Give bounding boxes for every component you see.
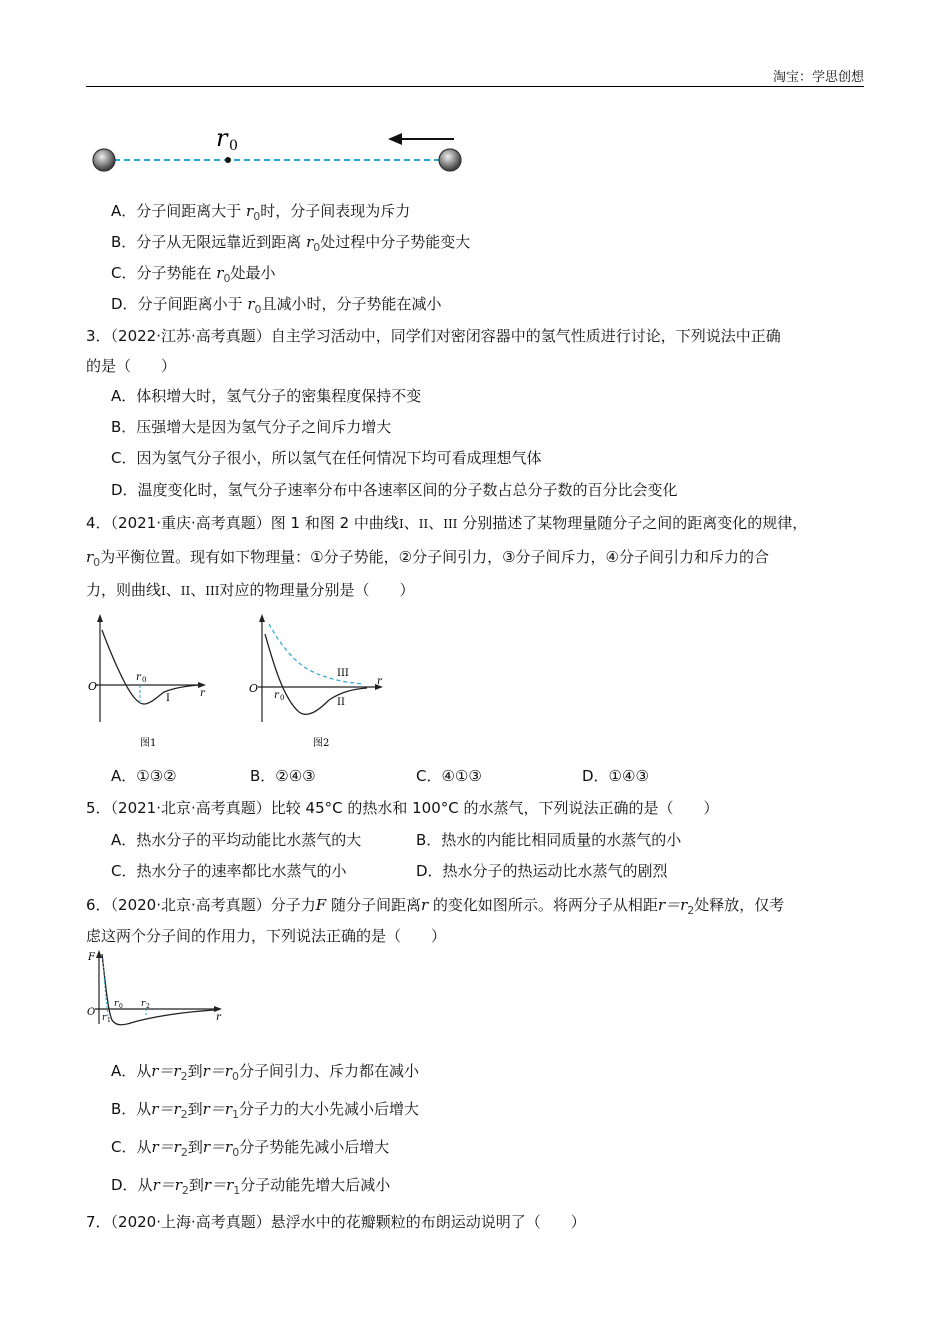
q3-stem-cont: 的是（ ） bbox=[86, 357, 177, 375]
q6-option-b[interactable]: B．从$r=r_2$到$r=r_1$分子力的大小先减小后增大 bbox=[111, 1100, 420, 1121]
q2-option-c[interactable]: C．分子势能在 $r_0$处最小 bbox=[111, 264, 276, 285]
svg-text:0: 0 bbox=[119, 1003, 123, 1010]
q4-figure-1 bbox=[88, 612, 218, 752]
svg-text:O: O bbox=[88, 680, 98, 693]
header-text: 淘宝：学思创想 bbox=[772, 70, 864, 85]
q3-option-d[interactable]: D．温度变化时，氢气分子速率分布中各速率区间的分子数占总分子数的百分比会变化 bbox=[111, 481, 678, 499]
arrow-left-icon bbox=[388, 133, 402, 145]
svg-text:II: II bbox=[337, 697, 345, 708]
molecule-right bbox=[439, 149, 461, 171]
q6-stem: 6．（2020·北京·高考真题）分子力F 随分子间距离r 的变化如图所示。将两分子从相距$r=r_2$处释放，仅考 bbox=[86, 896, 785, 917]
q6-stem-2: 虑这两个分子间的作用力，下列说法正确的是（ ） bbox=[86, 927, 447, 945]
q4-stem-3: 力，则曲线I、II、III对应的物理量分别是（ ） bbox=[86, 581, 415, 599]
q4-stem-2: $r_0$为平衡位置。现有如下物理量：①分子势能，②分子间引力，③分子间斥力，④分子间引力和斥力的合 bbox=[86, 548, 769, 569]
q4-option-c[interactable]: C．④①③ bbox=[416, 767, 482, 785]
q5-stem: 5．（2021·北京·高考真题）比较 45°C 的热水和 100°C 的水蒸气，下列说法正确的是（ ） bbox=[86, 799, 719, 817]
q3-stem: 3．（2022·江苏·高考真题）自主学习活动中，同学们对密闭容器中的氢气性质进行讨论，下列说法中正确 bbox=[86, 327, 781, 345]
svg-text:III: III bbox=[337, 668, 349, 679]
figure-two-molecules bbox=[88, 122, 468, 182]
q3-option-a[interactable]: A．体积增大时，氢气分子的密集程度保持不变 bbox=[111, 387, 422, 405]
q4-option-b[interactable]: B．②④③ bbox=[250, 767, 316, 785]
svg-text:0: 0 bbox=[280, 694, 285, 702]
r0-point bbox=[225, 157, 231, 163]
q3-option-b[interactable]: B．压强增大是因为氢气分子之间斥力增大 bbox=[111, 418, 392, 436]
q4-figure-2 bbox=[245, 612, 395, 752]
q4-option-d[interactable]: D．①④③ bbox=[582, 767, 649, 785]
page-header bbox=[86, 64, 864, 87]
q6-figure bbox=[86, 950, 236, 1030]
q5-option-b[interactable]: B．热水的内能比相同质量的水蒸气的小 bbox=[416, 831, 682, 849]
q3-option-c[interactable]: C．因为氢气分子很小，所以氢气在任何情况下均可看成理想气体 bbox=[111, 449, 542, 467]
svg-text:r: r bbox=[136, 672, 141, 683]
q5-option-d[interactable]: D．热水分子的热运动比水蒸气的剧烈 bbox=[416, 862, 668, 880]
molecule-left bbox=[93, 149, 115, 171]
q4-stem: 4．（2021·重庆·高考真题）图 1 和图 2 中曲线I、II、III 分别描述了某物理量随分子之间的距离变化的规律， bbox=[86, 514, 808, 532]
svg-text:r: r bbox=[274, 690, 279, 701]
q5-option-c[interactable]: C．热水分子的速率都比水蒸气的小 bbox=[111, 862, 347, 880]
svg-text:I: I bbox=[166, 693, 170, 704]
svg-text:r: r bbox=[114, 999, 119, 1009]
q2-option-a[interactable]: A．分子间距离大于 $r_0$时，分子间表现为斥力 bbox=[111, 202, 411, 223]
svg-text:F: F bbox=[88, 952, 95, 963]
svg-text:O: O bbox=[249, 682, 259, 695]
r0-sub: 0 bbox=[229, 138, 238, 154]
q6-option-a[interactable]: A．从$r=r_2$到$r=r_0$分子间引力、斥力都在减小 bbox=[111, 1062, 419, 1083]
svg-text:O: O bbox=[87, 1007, 96, 1018]
q2-option-b[interactable]: B．分子从无限远靠近到距离 $r_0$处过程中分子势能变大 bbox=[111, 233, 471, 254]
svg-text:r: r bbox=[141, 999, 146, 1009]
r0-label: r bbox=[216, 124, 228, 152]
q4-option-a[interactable]: A．①③② bbox=[111, 767, 177, 785]
q5-option-a[interactable]: A．热水分子的平均动能比水蒸气的大 bbox=[111, 831, 362, 849]
q6-option-c[interactable]: C．从$r=r_2$到$r=r_0$分子势能先减小后增大 bbox=[111, 1138, 390, 1159]
svg-text:r: r bbox=[216, 1012, 221, 1023]
q6-option-d[interactable]: D．从$r=r_2$到$r=r_1$分子动能先增大后减小 bbox=[111, 1176, 391, 1197]
svg-text:r: r bbox=[102, 1013, 107, 1023]
svg-text:1: 1 bbox=[107, 1017, 111, 1024]
svg-text:图1: 图1 bbox=[140, 738, 157, 749]
svg-text:r: r bbox=[200, 688, 205, 699]
svg-text:r: r bbox=[377, 676, 382, 687]
svg-text:0: 0 bbox=[142, 676, 147, 684]
svg-text:图2: 图2 bbox=[313, 738, 330, 749]
q7-stem: 7．（2020·上海·高考真题）悬浮水中的花瓣颗粒的布朗运动说明了（ ） bbox=[86, 1213, 586, 1231]
svg-text:2: 2 bbox=[146, 1003, 150, 1010]
q2-option-d[interactable]: D．分子间距离小于 $r_0$且减小时，分子势能在减小 bbox=[111, 295, 442, 316]
